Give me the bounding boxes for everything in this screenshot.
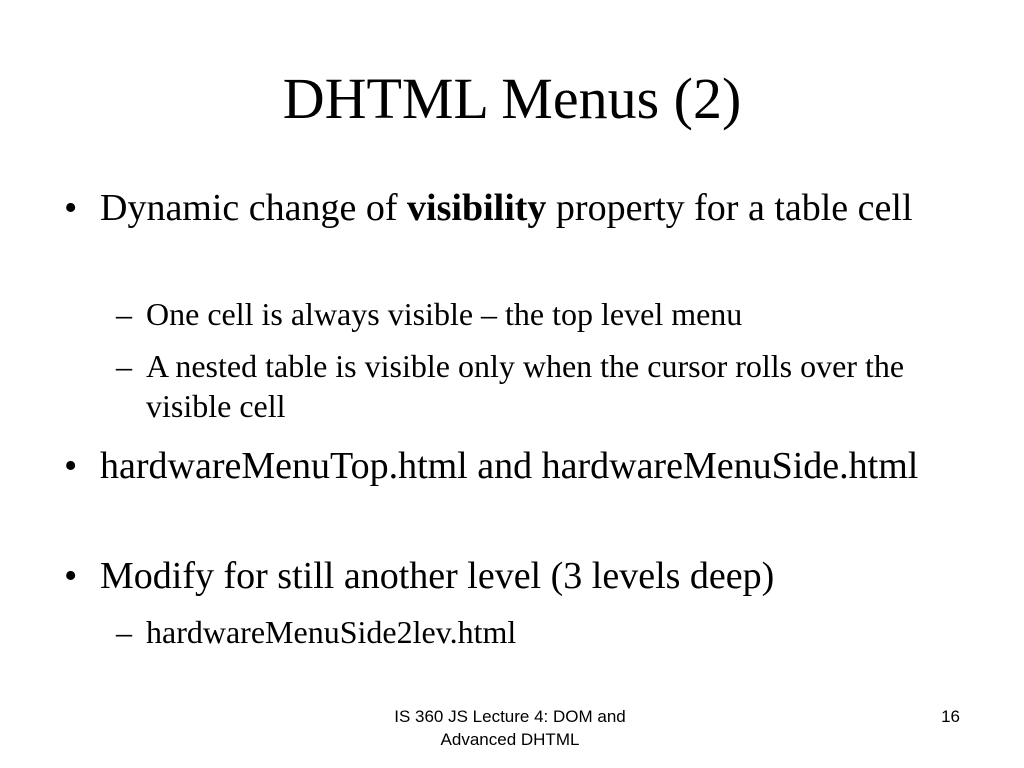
sub-marker: – (116, 348, 132, 384)
bullet-marker: • (64, 187, 78, 229)
bullet-text-part: property for a table cell (546, 187, 913, 229)
bullet-text (100, 186, 944, 230)
bullet-text: Modify for still another level (3 levels deep) (100, 555, 775, 597)
subitem-text: hardwareMenuSide2lev.html (146, 614, 517, 650)
footer-line: Advanced DHTML (440, 730, 580, 749)
bullet-text-bold: visibility (407, 187, 547, 229)
bullet-marker: • (64, 445, 78, 487)
footer-line: IS 360 JS Lecture 4: DOM and (394, 707, 626, 726)
subitem-text: One cell is always visible – the top level menu (146, 296, 743, 332)
slide-title: DHTML Menus (2) (282, 66, 742, 131)
bullet-text-part: Dynamic change of (100, 187, 408, 229)
sub-marker: – (116, 296, 132, 332)
slide-footer (350, 705, 670, 751)
subitem-text: A nested table is visible only when the cursor rolls over the visible cell (146, 348, 905, 424)
bullet-item-visibility (64, 186, 944, 230)
subitem-top-level-menu (116, 294, 966, 334)
bullet-marker: • (64, 555, 78, 597)
bullet-item-modify-level (64, 554, 944, 598)
page-number: 16 (941, 707, 960, 726)
subitem-side2lev-file (116, 612, 966, 652)
sub-marker: – (116, 614, 132, 650)
subitem-nested-table (116, 346, 966, 426)
bullet-item-hardware-files (64, 444, 944, 488)
bullet-text: hardwareMenuTop.html and hardwareMenuSide.html (100, 445, 919, 487)
